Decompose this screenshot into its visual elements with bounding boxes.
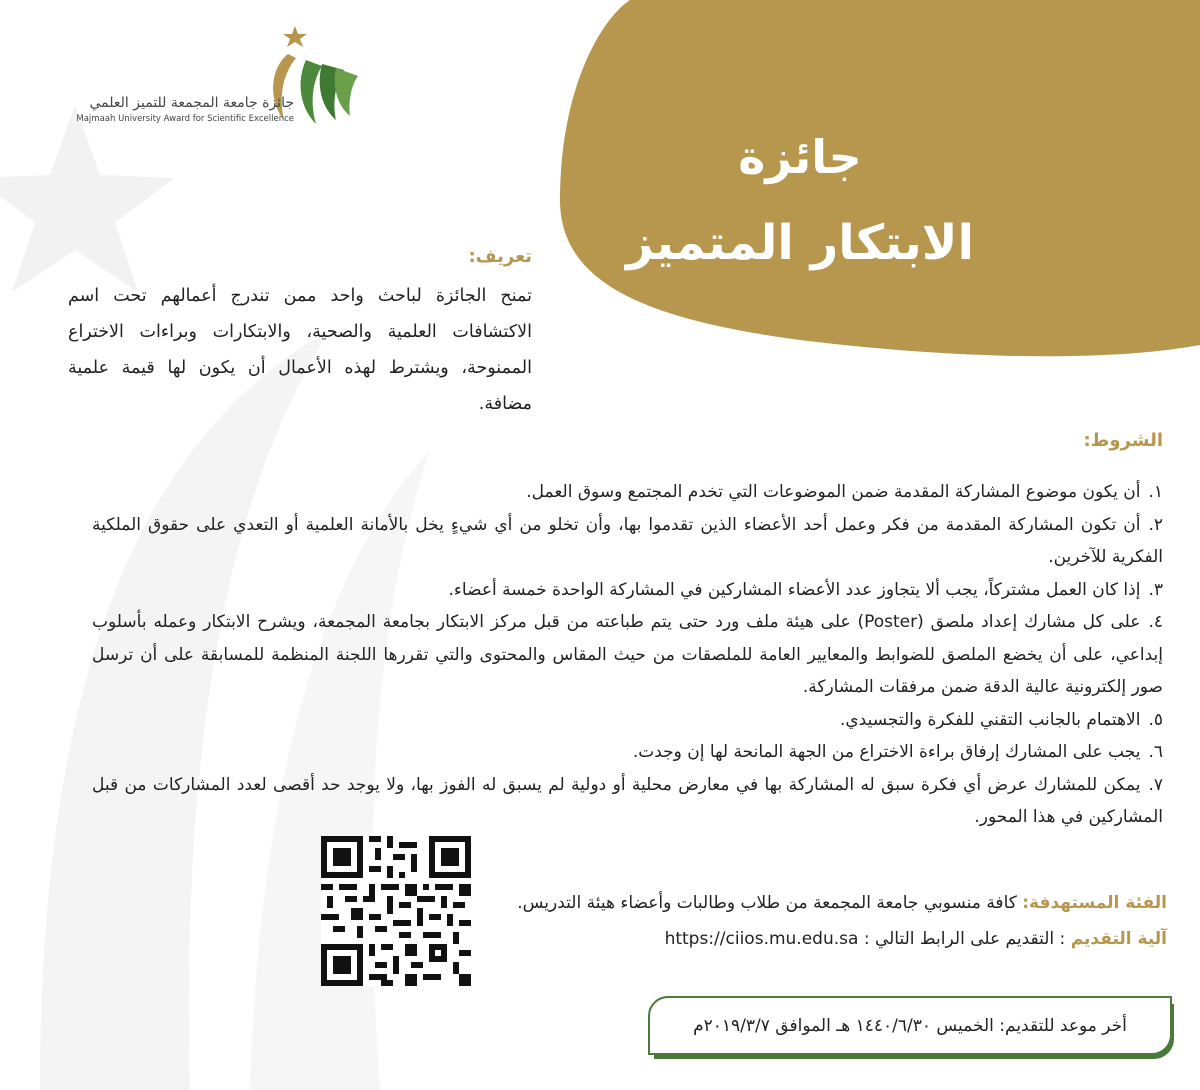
- definition-text: تمنح الجائزة لباحث واحد ممن تندرج أعمالهم تحت اسم الاكتشافات العلمية والصحية، والابتكارات وبراءات الاختراع الممنوحة، ويشترط لهذه الأعمال أن يكون لها قيمة علمية مضافة.: [68, 286, 532, 414]
- condition-number: ٤.: [1148, 612, 1163, 632]
- logo-name-english: Majmaah University Award for Scientific Excellence: [76, 114, 294, 124]
- condition-number: ٧.: [1148, 774, 1163, 795]
- condition-item: [92, 736, 1163, 769]
- condition-text: أن تكون المشاركة المقدمة من فكر وعمل أحد الأعضاء الذين تقدموا بها، وأن تخلو من أي شيءٍ يخل بالأمانة العلمية أو التعدي على حقوق الملكية الفكرية للآخرين.: [92, 514, 1163, 567]
- condition-number: ٢.: [1148, 514, 1163, 535]
- condition-text: يجب على المشارك إرفاق براءة الاختراع من الجهة المانحة لها إن وجدت.: [632, 742, 1141, 762]
- target-group-label: الفئة المستهدفة:: [1022, 893, 1167, 913]
- condition-item: [92, 606, 1163, 704]
- condition-number: ١.: [1148, 482, 1163, 502]
- award-title-line1: جائزة: [738, 130, 862, 184]
- application-text: : التقديم على الرابط التالي :: [863, 929, 1066, 949]
- target-group-text: كافة منسوبي جامعة المجمعة من طلاب وطالبات وأعضاء هيئة التدريس.: [517, 893, 1017, 913]
- application-row: [665, 929, 1167, 949]
- condition-text: الاهتمام بالجانب التقني للفكرة والتجسيدي.: [839, 709, 1141, 730]
- logo-name-arabic: جائزة جامعة المجمعة للتميز العلمي: [89, 95, 294, 111]
- condition-number: ٥.: [1148, 709, 1163, 730]
- star-icon: [283, 26, 307, 47]
- condition-item: [92, 476, 1163, 509]
- condition-number: ٣.: [1148, 579, 1163, 600]
- target-group-row: [517, 893, 1167, 913]
- condition-text: إذا كان العمل مشتركاً، يجب ألا يتجاوز عدد الأعضاء المشاركين في المشاركة الواحدة خمسة أعضاء.: [448, 579, 1141, 600]
- deadline-text: أخر موعد للتقديم: الخميس ١٤٤٠/٦/٣٠ هـ الموافق ٢٠١٩/٣/٧م: [693, 1015, 1127, 1036]
- condition-item: [92, 769, 1163, 834]
- condition-item: [92, 574, 1163, 607]
- condition-number: ٦.: [1148, 742, 1163, 762]
- application-link[interactable]: https://ciios.mu.edu.sa: [664, 929, 859, 949]
- condition-item: [92, 704, 1163, 737]
- definition-heading: تعريف:: [468, 246, 532, 267]
- qr-code[interactable]: [318, 836, 474, 986]
- condition-text: أن يكون موضوع المشاركة المقدمة ضمن الموضوعات التي تخدم المجتمع وسوق العمل.: [526, 482, 1141, 502]
- condition-text: يمكن للمشارك عرض أي فكرة سبق له المشاركة بها في معارض محلية أو دولية لم يسبق له الفوز بها، ولا يوجد حد أقصى لعدد المشاركات من قبل المشاركين في هذا المحور.: [92, 774, 1163, 827]
- condition-text: على كل مشارك إعداد ملصق (Poster) على هيئة ملف ورد حتى يتم طباعته من قبل مركز الابتكار بجامعة المجمعة، ويشرح الابتكار وعمله بأسلوب إبداعي، على أن يخضع الملصق للضوابط والمعايير العامة للملصقات من حيث المقاس والمحتوى والتي تقررها اللجنة المنظمة للمسابقة على أن ترسل صور إلكترونية عالية الدقة ضمن مرفقات المشاركة.: [92, 612, 1163, 697]
- conditions-list: [92, 476, 1163, 834]
- application-label: آلية التقديم: [1070, 929, 1167, 949]
- deadline-box: [648, 996, 1172, 1055]
- conditions-heading: الشروط:: [1083, 430, 1163, 451]
- award-title-line2: الابتكار المتميز: [626, 215, 974, 271]
- condition-item: [92, 509, 1163, 574]
